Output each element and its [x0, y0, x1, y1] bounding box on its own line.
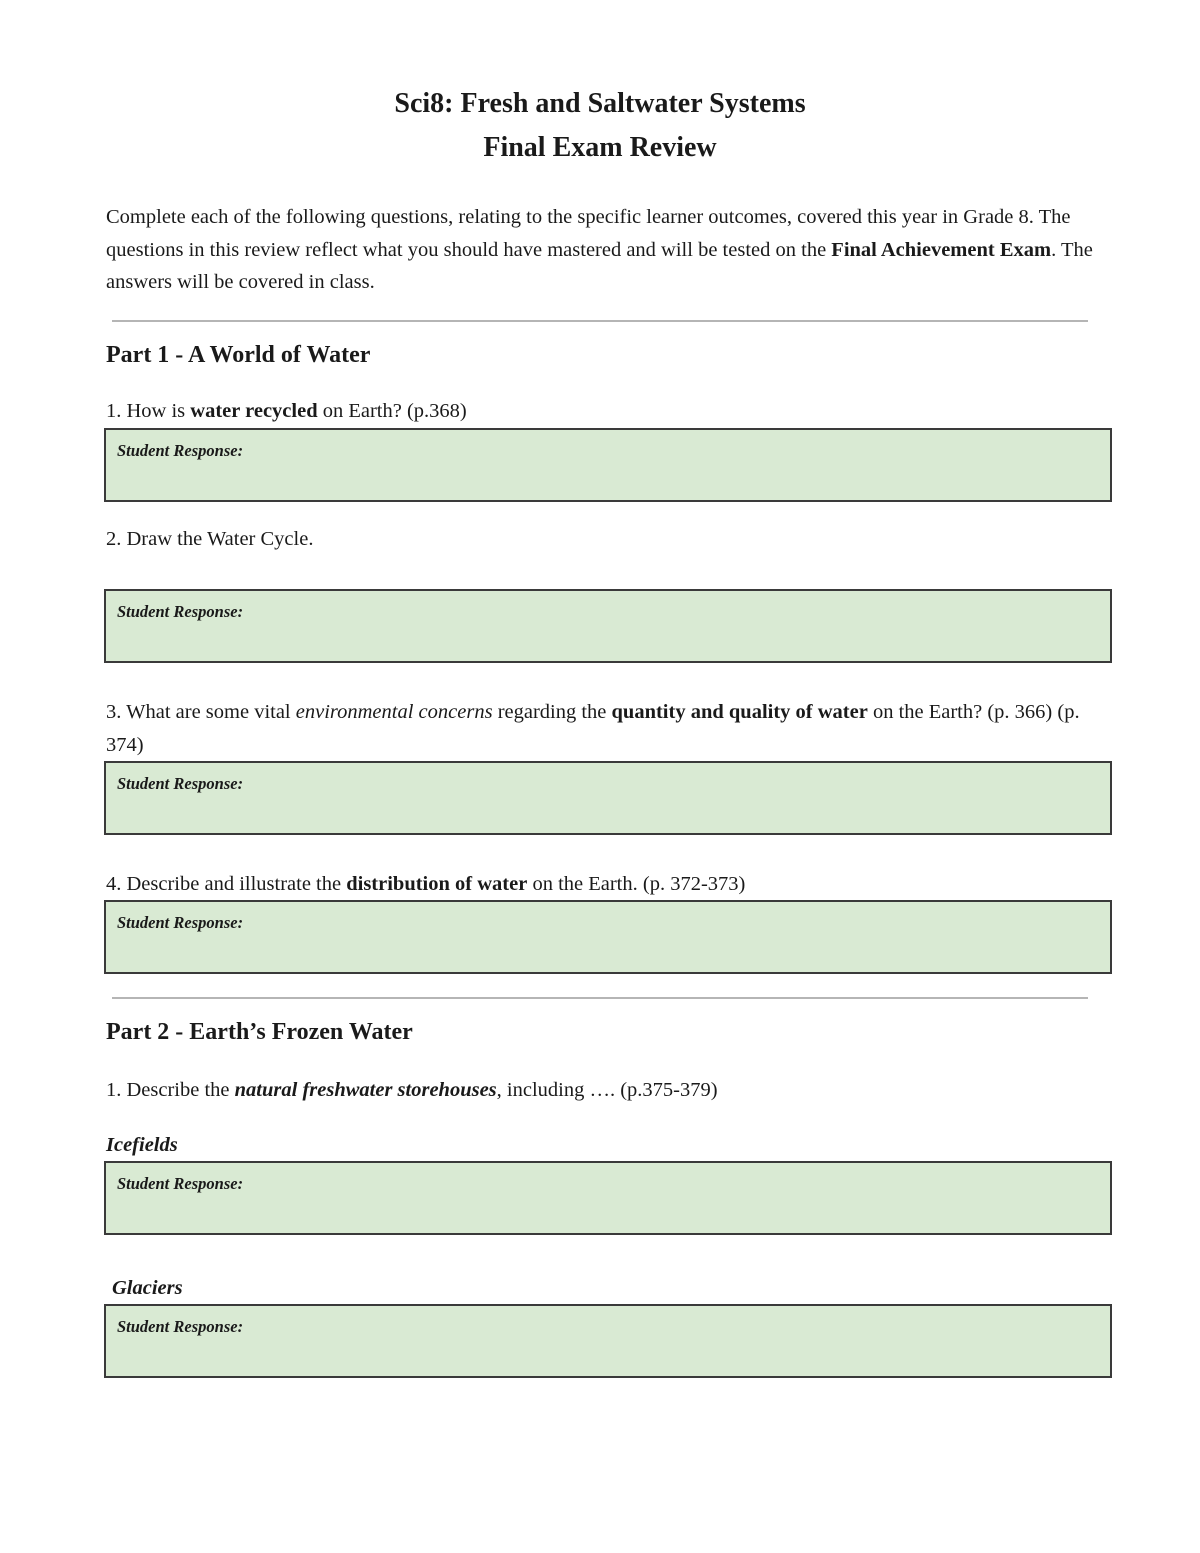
response-label: Student Response: — [117, 602, 244, 621]
section-divider — [112, 320, 1088, 322]
part-1-question-4 — [106, 868, 1096, 901]
document-subtitle: Final Exam Review — [483, 132, 717, 163]
document-title: Sci8: Fresh and Saltwater Systems — [394, 88, 806, 119]
sub-label-icefields: Icefields — [106, 1134, 178, 1156]
q1-text-c: on Earth? (p.368) — [317, 400, 467, 422]
sub-label-glaciers: Glaciers — [112, 1277, 183, 1299]
q1-text-a: 1. How is — [106, 400, 191, 422]
part-1-question-3 — [106, 696, 1096, 761]
part-2-heading: Part 2 - Earth’s Frozen Water — [106, 1019, 413, 1045]
part-2-question-1 — [106, 1074, 1096, 1107]
q3-text-a: 3. What are some vital — [106, 701, 296, 723]
intro-text-b: . The answers will be covered in class. — [106, 238, 1093, 293]
q4-text-c: on the Earth. (p. 372-373) — [527, 873, 746, 895]
p2q1-text-a: 1. Describe the — [106, 1079, 235, 1101]
part-1-question-1 — [106, 395, 1096, 428]
response-box-p1-q4[interactable] — [104, 900, 1112, 974]
response-box-p1-q2[interactable] — [104, 589, 1112, 663]
q1-bold: water recycled — [190, 400, 318, 422]
intro-text-a: Complete each of the following questions, relating to the specific learner outcomes, covered this year in Grade 8. The questions in this review reflect what you should have mastered and will be tested on the — [106, 206, 1071, 261]
response-label: Student Response: — [117, 1174, 244, 1193]
section-divider — [112, 997, 1088, 999]
intro-paragraph — [106, 201, 1106, 299]
q3-text-c: on the Earth? (p. 366) (p. 374) — [106, 701, 1080, 756]
response-label: Student Response: — [117, 441, 244, 460]
q2-text: 2. Draw the Water Cycle. — [106, 528, 314, 550]
response-box-glaciers[interactable] — [104, 1304, 1112, 1378]
q4-text-a: 4. Describe and illustrate the — [106, 873, 347, 895]
intro-bold: Final Achievement Exam — [831, 238, 1052, 261]
response-box-p1-q1[interactable] — [104, 428, 1112, 502]
part-1-question-2 — [106, 523, 1096, 556]
q3-text-b: regarding the — [492, 701, 612, 723]
q4-bold: distribution of water — [346, 873, 528, 895]
response-box-icefields[interactable] — [104, 1161, 1112, 1235]
q3-italic: environmental concerns — [295, 701, 493, 723]
q3-bold: quantity and quality of water — [611, 701, 868, 723]
p2q1-bold-italic: natural freshwater storehouses — [234, 1079, 497, 1101]
p2q1-text-c: , including …. (p.375-379) — [496, 1079, 718, 1101]
response-label: Student Response: — [117, 774, 244, 793]
response-label: Student Response: — [117, 1317, 244, 1336]
part-1-heading: Part 1 - A World of Water — [106, 342, 371, 368]
response-box-p1-q3[interactable] — [104, 761, 1112, 835]
response-label: Student Response: — [117, 913, 244, 932]
